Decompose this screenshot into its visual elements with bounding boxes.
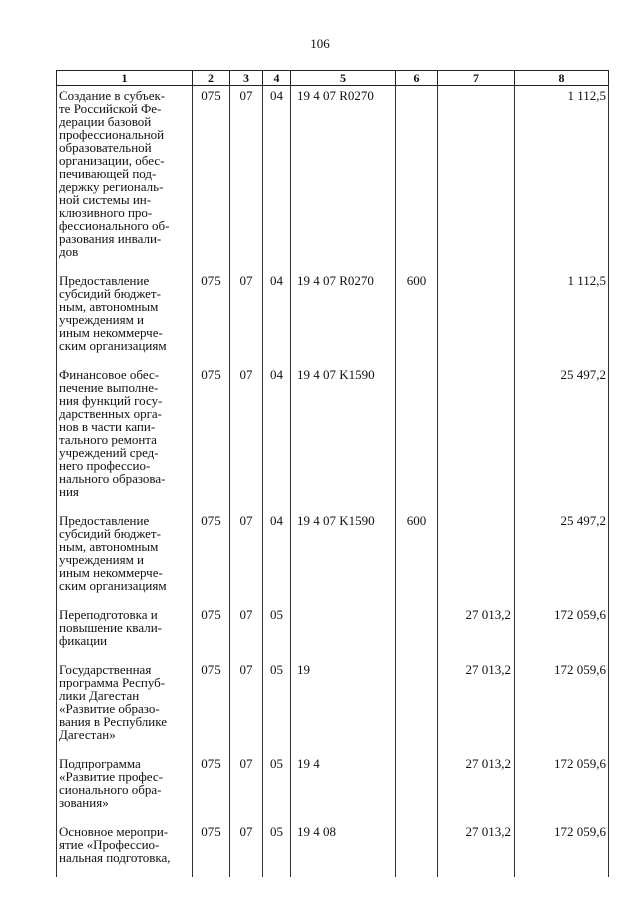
cell-vr (396, 754, 438, 822)
cell-vr (396, 822, 438, 877)
cell-name-line: фикации (59, 633, 108, 648)
cell-name-line: «Развитие профес- (59, 769, 163, 784)
cell-name-line: учреждениям и (59, 312, 145, 327)
cell-name-line: Предоставление (59, 513, 150, 528)
table-row (57, 271, 609, 365)
cell-name-line: нов в части капи- (59, 419, 156, 434)
cell-amount-8: 172 059,6 (515, 660, 609, 754)
cell-name-line: Дагестан» (59, 727, 116, 742)
cell-name-line: иным некоммерче- (59, 325, 163, 340)
cell-name-line: вания в Республике (59, 714, 167, 729)
cell-name (57, 822, 193, 877)
cell-name-line: Основное меропри- (59, 824, 169, 839)
cell-name-line: Государственная (59, 662, 152, 677)
table-row (57, 660, 609, 754)
cell-name-line: учреждений сред- (59, 445, 159, 460)
cell-podrazdel: 04 (263, 271, 291, 365)
cell-name-line: ским организациям (59, 338, 167, 353)
cell-podrazdel: 05 (263, 605, 291, 660)
cell-name (57, 605, 193, 660)
cell-razdel: 07 (230, 271, 263, 365)
header-col-5: 5 (291, 71, 396, 86)
cell-name (57, 511, 193, 605)
cell-name-line: ским организациям (59, 578, 167, 593)
table-header (57, 71, 609, 86)
cell-razdel: 07 (230, 605, 263, 660)
cell-name-line: ным, автономным (59, 299, 159, 314)
cell-name (57, 754, 193, 822)
cell-vr (396, 605, 438, 660)
cell-podrazdel: 04 (263, 86, 291, 272)
table-row (57, 365, 609, 511)
header-col-8: 8 (515, 71, 609, 86)
cell-amount-8: 1 112,5 (515, 271, 609, 365)
cell-name-line: дерации базовой (59, 114, 152, 129)
cell-kcsr (291, 605, 396, 660)
cell-amount-7 (438, 365, 515, 511)
cell-amount-7: 27 013,2 (438, 754, 515, 822)
table-row (57, 511, 609, 605)
cell-amount-8: 172 059,6 (515, 754, 609, 822)
cell-name (57, 86, 193, 272)
cell-name-line: разования инвали- (59, 231, 162, 246)
cell-podrazdel: 05 (263, 754, 291, 822)
cell-kcsr: 19 4 08 (291, 822, 396, 877)
cell-podrazdel: 05 (263, 660, 291, 754)
table-row (57, 605, 609, 660)
cell-name-line: повышение квали- (59, 620, 162, 635)
page-number: 106 (310, 36, 330, 51)
cell-name-line: лики Дагестан (59, 688, 140, 703)
cell-vr (396, 365, 438, 511)
cell-name-line: программа Респуб- (59, 675, 166, 690)
cell-amount-7 (438, 86, 515, 272)
cell-amount-7 (438, 271, 515, 365)
cell-kcsr: 19 4 07 K1590 (291, 511, 396, 605)
table-body (57, 86, 609, 878)
cell-name-line: ным, автономным (59, 539, 159, 554)
cell-name-line: учреждениям и (59, 552, 145, 567)
cell-amount-8: 25 497,2 (515, 365, 609, 511)
cell-amount-8: 25 497,2 (515, 511, 609, 605)
cell-kcsr: 19 4 07 R0270 (291, 271, 396, 365)
cell-name-line: нального образова- (59, 471, 166, 486)
cell-razdel: 07 (230, 660, 263, 754)
cell-amount-8: 1 112,5 (515, 86, 609, 272)
cell-name-line: профессиональной (59, 127, 165, 142)
cell-vedomstvo: 075 (193, 365, 230, 511)
cell-amount-8: 172 059,6 (515, 822, 609, 877)
cell-vedomstvo: 075 (193, 511, 230, 605)
cell-name-line: субсидий бюджет- (59, 286, 161, 301)
cell-vr: 600 (396, 511, 438, 605)
cell-vedomstvo: 075 (193, 271, 230, 365)
cell-vedomstvo: 075 (193, 86, 230, 272)
cell-name-line: Предоставление (59, 273, 150, 288)
cell-name-line: ния (59, 484, 79, 499)
cell-name-line: дов (59, 244, 79, 259)
table-row (57, 86, 609, 272)
cell-razdel: 07 (230, 822, 263, 877)
cell-amount-7: 27 013,2 (438, 605, 515, 660)
cell-vr (396, 660, 438, 754)
cell-vedomstvo: 075 (193, 660, 230, 754)
cell-podrazdel: 04 (263, 511, 291, 605)
cell-name-line: тального ремонта (59, 432, 157, 447)
cell-name-line: ятие «Профессио- (59, 837, 160, 852)
cell-kcsr: 19 4 (291, 754, 396, 822)
cell-name-line: Переподготовка и (59, 607, 158, 622)
cell-name-line: образовательной (59, 140, 152, 155)
budget-table (56, 70, 609, 877)
cell-podrazdel: 05 (263, 822, 291, 877)
cell-kcsr: 19 4 07 R0270 (291, 86, 396, 272)
cell-name-line: него профессио- (59, 458, 151, 473)
cell-name-line: ной системы ин- (59, 192, 152, 207)
header-col-2: 2 (193, 71, 230, 86)
cell-name-line: печение выполне- (59, 380, 159, 395)
cell-name-line: Финансовое обес- (59, 367, 160, 382)
header-col-3: 3 (230, 71, 263, 86)
cell-razdel: 07 (230, 511, 263, 605)
cell-name-line: зования» (59, 795, 109, 810)
cell-amount-7: 27 013,2 (438, 660, 515, 754)
cell-amount-7: 27 013,2 (438, 822, 515, 877)
header-col-4: 4 (263, 71, 291, 86)
cell-name-line: организации, обес- (59, 153, 165, 168)
cell-name-line: печивающей под- (59, 166, 157, 181)
cell-name-line: иным некоммерче- (59, 565, 163, 580)
header-col-1: 1 (57, 71, 193, 86)
header-col-6: 6 (396, 71, 438, 86)
table-row (57, 822, 609, 877)
cell-vedomstvo: 075 (193, 822, 230, 877)
cell-name-line: сионального обра- (59, 782, 162, 797)
cell-name-line: дарственных орга- (59, 406, 162, 421)
cell-amount-8: 172 059,6 (515, 605, 609, 660)
cell-razdel: 07 (230, 86, 263, 272)
cell-kcsr: 19 (291, 660, 396, 754)
cell-razdel: 07 (230, 365, 263, 511)
cell-kcsr: 19 4 07 K1590 (291, 365, 396, 511)
cell-vedomstvo: 075 (193, 754, 230, 822)
table-row (57, 754, 609, 822)
cell-razdel: 07 (230, 754, 263, 822)
header-row (57, 71, 609, 86)
cell-amount-7 (438, 511, 515, 605)
cell-podrazdel: 04 (263, 365, 291, 511)
cell-name (57, 660, 193, 754)
cell-vedomstvo: 075 (193, 605, 230, 660)
cell-name-line: те Российской Фе- (59, 101, 162, 116)
cell-name-line: «Развитие образо- (59, 701, 160, 716)
header-col-7: 7 (438, 71, 515, 86)
cell-name (57, 271, 193, 365)
cell-name-line: Подпрограмма (59, 756, 141, 771)
cell-name-line: держку региональ- (59, 179, 164, 194)
cell-vr: 600 (396, 271, 438, 365)
cell-vr (396, 86, 438, 272)
cell-name-line: субсидий бюджет- (59, 526, 161, 541)
cell-name-line: фессионального об- (59, 218, 170, 233)
cell-name-line: нальная подготовка, (59, 850, 171, 865)
cell-name-line: Создание в субъек- (59, 88, 166, 103)
cell-name-line: ния функций госу- (59, 393, 163, 408)
cell-name (57, 365, 193, 511)
cell-name-line: клюзивного про- (59, 205, 153, 220)
